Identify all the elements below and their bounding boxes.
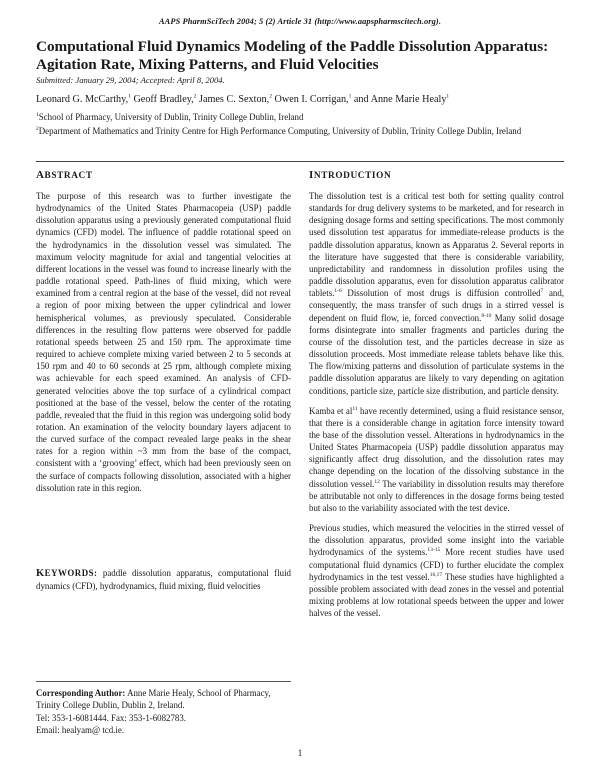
citation-mark: 7 [540, 288, 544, 295]
citation-mark: 13-15 [427, 547, 441, 554]
article-title [36, 38, 576, 73]
footnote-divider [36, 681, 291, 682]
corresponding-author-address: Anne Marie Healy, School of Pharmacy, Trinity College Dublin, Dublin 2, Ireland. [36, 688, 271, 711]
citation-mark: 12 [374, 478, 380, 485]
author-name: and Anne Marie Healy [351, 94, 447, 105]
title-line-1: Computational Fluid Dynamics Modeling of the Paddle Dissolution Apparatus: [36, 38, 549, 55]
affiliation-2 [36, 125, 566, 137]
author-affil-mark: 2 [193, 93, 197, 100]
title-line-2: Agitation Rate, Mixing Patterns, and Fluid Velocities [36, 55, 379, 73]
corresponding-author-phone: Tel: 353-1-6081444. Fax: 353-1-6082783. [36, 712, 186, 723]
affiliation-text: Department of Mathematics and Trinity Centre for High Performance Computing, University of Dublin, Trinity College Dublin, Ireland [38, 126, 522, 136]
author-list [36, 94, 576, 105]
affiliation-1 [36, 111, 566, 123]
keywords-text: paddle dissolution apparatus, computational fluid dynamics (CFD), hydrodynamics, fluid mixing, fluid velocities [36, 568, 291, 592]
author-name: Leonard G. McCarthy, [36, 94, 129, 105]
page-number: 1 [297, 748, 303, 758]
author-affil-mark: 1 [128, 93, 131, 100]
corresponding-author [36, 687, 291, 736]
corresponding-author-label: Corresponding Author: [36, 688, 126, 698]
author-name: Geoff Bradley, [130, 94, 194, 105]
keywords-label: KEYWORDS: [36, 568, 98, 579]
affiliation-text: School of Pharmacy, University of Dublin, Trinity College Dublin, Ireland [38, 112, 304, 122]
introduction-paragraph-1: The dissolution test is a critical test both for setting quality control standards for drug delivery systems to be marketed, and for research in designing dosage forms and setting specifications. The most commonly used dissolution test apparatus for immediate-release products is the paddle dissolution apparatus, known as Apparatus 2. Several reports in the literature have suggested that there is considerable variability, unpredictability and randomness in dissolution profiles using the paddle dissolution apparatus, even for dissolution apparatus calibrator tablets.$^{1-6}$ Dissolution of most drugs is diffusion controlled$^7$ and, consequently, the mass transfer of such drugs in a stirred vessel is dependent on fluid flow, ie, forced convection.$^{8-10}$ Many solid dosage forms disintegrate into smaller fragments and particles during the course of the dissolution test, and the particles decrease in size as dissolution proceeds. Most immediate release tablets behave like this. The flow/mixing patterns and dissolution of particulate systems in the paddle dissolution apparatus are likely to vary depending on agitation conditions, particle size, particle size distribution, and particle density. [309, 191, 564, 396]
introduction-paragraph-2: Kamba et $al^{11}$ have recently determined, using a fluid resistance sensor, that there is a considerable change in agitation force intensity toward the base of the dissolution vessel. Alterations in hydrodynamics in the United States Pharmacopeia (USP) paddle dissolution apparatus may significantly affect drug dissolution, and the dissolution rates may change depending on the location of the dissolving substance in the dissolution vessel.$^{12}$ The variability in dissolution results may therefore be attributable not only to differences in the dosage forms being tested but also to the variability associated with the test device. [309, 405, 564, 513]
affiliation-mark: 1 [36, 112, 39, 119]
citation-mark: 16,17 [429, 571, 443, 578]
author-affil-mark: 1 [348, 93, 352, 100]
abstract-text: The purpose of this research was to further investigate the hydrodynamics of the United States Pharmacopeia (USP) paddle dissolution apparatus using a previously generated computational fluid dynamics (CFD) model. The influence of paddle rotational speed on the hydrodynamics in the dissolution vessel was simulated. The maximum velocity magnitude for axial and tangential velocities at different locations in the vessel was found to increase linearly with the paddle rotational speed. Path-lines of fluid mixing, which were examined from a central region at the base of the vessel, did not reveal a region of poor mixing between the upper cylindrical and lower hemispherical volumes, as previously speculated. Considerable differences in the resulting flow patterns were observed for paddle rotational speeds between 25 and 150 rpm. The approximate time required to achieve complete mixing varied between 2 to 5 seconds at 150 rpm and 40 to 60 seconds at 25 rpm, although complete mixing was achievable for each speed examined. An analysis of CFD-generated velocities above the top surface of a cylindrical compact positioned at the base of the vessel, below the center of the rotating paddle, revealed that the fluid in this region was undergoing solid body rotation. An examination of the velocity boundary layers adjacent to the curved surface of the compact revealed large peaks in the shear rates for a region within ~3 mm from the base of the compact, consistent with a ‘grooving’ effect, which had been previously seen on the surface of compacts following dissolution, associated with a higher dissolution rate in this region. [36, 191, 291, 493]
introduction-heading: INTRODUCTION [309, 169, 392, 181]
author-affil-mark: 1 [446, 93, 450, 100]
abstract-heading: ABSTRACT [36, 169, 93, 181]
citation-mark: 1-6 [334, 288, 342, 295]
author-affil-mark: 2 [269, 93, 272, 100]
submission-dates: Submitted: January 29, 2004; Accepted: April 8, 2004. [36, 75, 225, 85]
citation-mark: 8-10 [481, 312, 492, 319]
author-name: Owen I. Corrigan, [271, 94, 349, 105]
author-name: James C. Sexton, [196, 94, 270, 105]
right-column [309, 169, 564, 619]
affiliation-mark: 2 [36, 126, 39, 133]
introduction-paragraph-3: Previous studies, which measured the velocities in the stirred vessel of the dissolution apparatus, provided some insight into the variable hydrodynamics of the systems.$^{13-15}$ More recent studies have used computational fluid dynamics (CFD) to further elucidate the complex hydrodynamics in the test vessel.$^{16,17}$ These studies have highlighted a possible problem associated with dead zones in the vessel and potential mixing problems at low rotational speeds between the upper and lower halves of the vessel. [309, 523, 565, 619]
header-divider [36, 161, 564, 162]
corresponding-author-email[interactable]: Email: healyam@ tcd.ie. [36, 724, 125, 735]
citation-mark: 11 [352, 405, 358, 412]
journal-header: AAPS PharmSciTech 2004; 5 (2) Article 31 (http://www.aapspharmscitech.org). [158, 17, 442, 26]
keywords [36, 567, 291, 593]
left-column [36, 169, 291, 494]
